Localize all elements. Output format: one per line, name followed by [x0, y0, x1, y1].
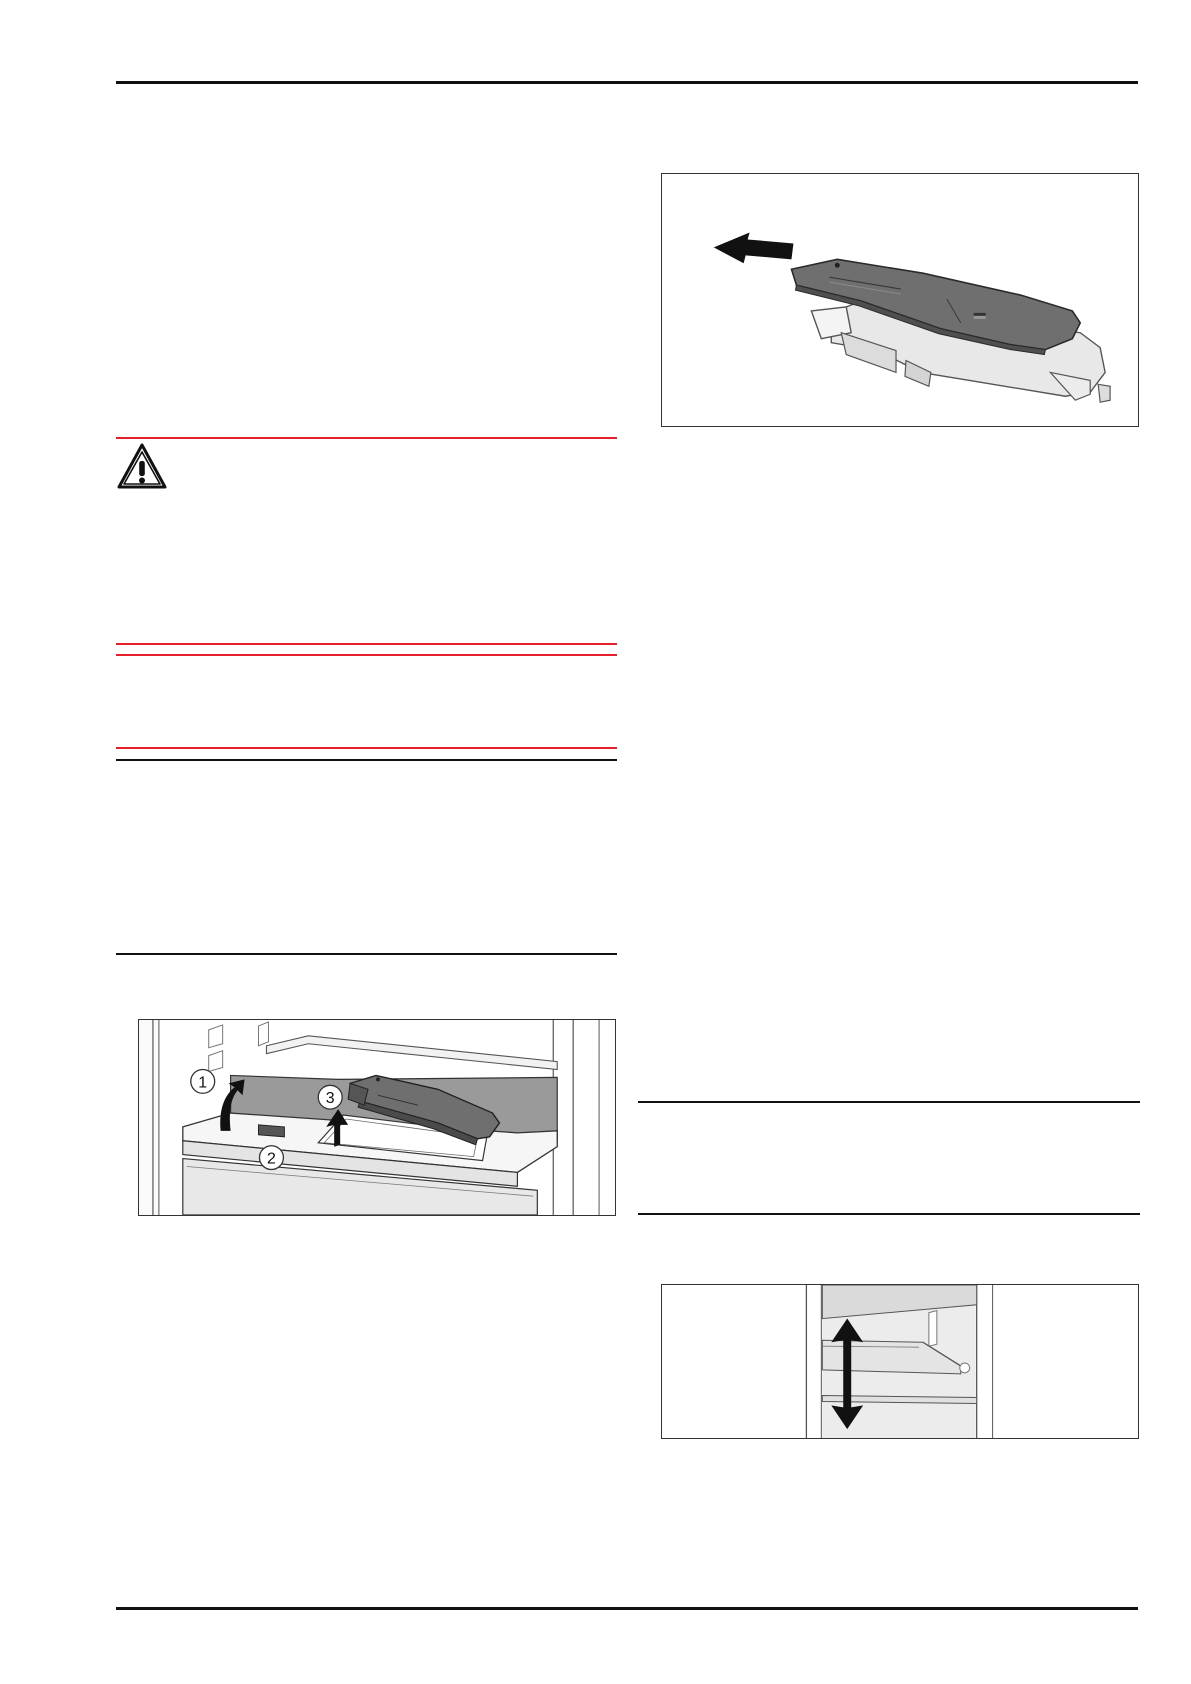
warning-top-rule — [116, 437, 617, 439]
notice-bottom-rule — [116, 747, 617, 749]
callout-2 — [259, 1146, 283, 1170]
svg-text:2: 2 — [267, 1150, 276, 1168]
warning-bottom-rule — [116, 643, 617, 645]
section-rule-right-2 — [638, 1213, 1140, 1215]
figure-cover-slide — [661, 173, 1139, 427]
svg-text:1: 1 — [198, 1074, 208, 1092]
callout-3 — [318, 1085, 342, 1109]
header-rule — [116, 81, 1138, 84]
section-rule-left-2 — [116, 953, 617, 955]
section-rule-right-1 — [638, 1101, 1140, 1103]
notice-top-rule — [116, 654, 617, 656]
footer-rule — [116, 1607, 1138, 1610]
callout-1 — [191, 1069, 215, 1093]
arrow-left-icon — [714, 233, 794, 264]
figure-shelf-height — [661, 1284, 1139, 1439]
figure-cover-remove-steps — [138, 1019, 616, 1216]
svg-text:3: 3 — [325, 1090, 335, 1108]
section-rule-left-1 — [116, 759, 617, 761]
warning-triangle-icon — [116, 442, 168, 490]
